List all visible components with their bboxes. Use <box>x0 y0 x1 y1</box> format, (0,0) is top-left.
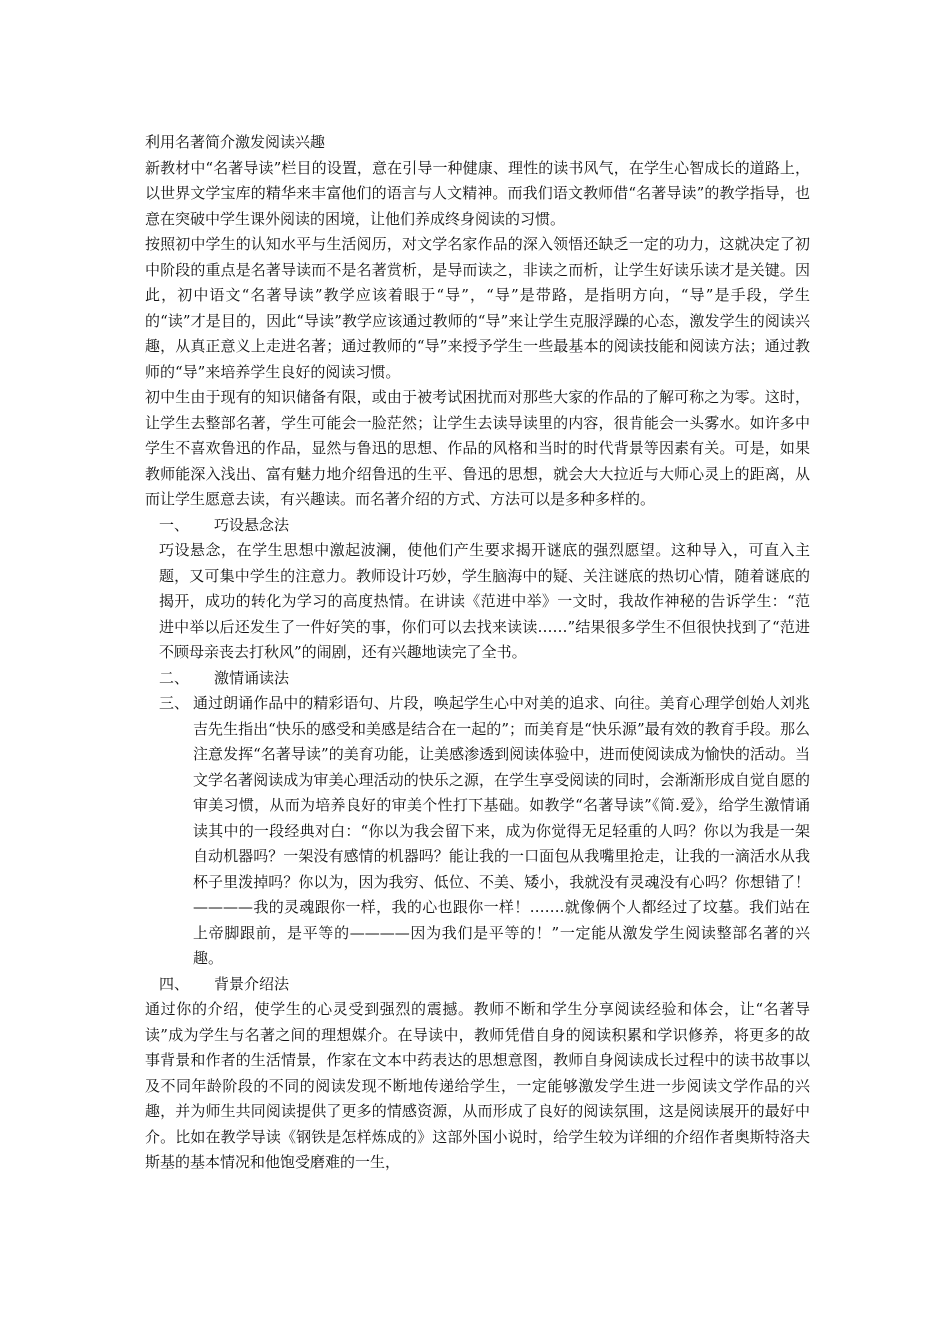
section-body-3: 通过朗诵作品中的精彩语句、片段，唤起学生心中对美的追求、向往。美育心理学创始人刘兆吉先生指出“快乐的感受和美感是结合在一起的”；而美育是“快乐源”最有效的教育手段。那么注意发挥“名著导读”的美育功能，让美感渗透到阅读体验中，进而使阅读成为愉快的活动。当文学名著阅读成为审美心理活动的快乐之源，在学生享受阅读的同时，会渐渐形成自觉自愿的审美习惯，从而为培养良好的审美个性打下基础。如教学“名著导读”《简.爱》，给学生激情诵读其中的一段经典对白：“你以为我会留下来，成为你觉得无足轻重的人吗？你以为我是一架自动机器吗？一架没有感情的机器吗？能让我的一口面包从我嘴里抢走，让我的一滴活水从我杯子里泼掉吗？你以为，因为我穷、低位、不美、矮小，我就没有灵魂没有心吗？你想错了！————我的灵魂跟你一样，我的心也跟你一样！…….就像俩个人都经过了坟墓。我们站在上帝脚跟前，是平等的————因为我们是平等的！”一定能从激发学生阅读整部名著的兴趣。 <box>193 694 810 967</box>
paragraph-intro: 新教材中“名著导读”栏目的设置，意在引导一种健康、理性的读书风气，在学生心智成长的道路上，以世界文学宝库的精华来丰富他们的语言与人文精神。而我们语文教师借“名著导读”的教学指导，也意在突破中学生课外阅读的困境，让他们养成终身阅读的习惯。 <box>145 158 810 228</box>
document-page <box>145 130 810 1176</box>
paragraph-background: 初中生由于现有的知识储备有限，或由于被考试困扰而对那些大家的作品的了解可称之为零。这时，让学生去整部名著，学生可能会一脸茫然；让学生去读导读里的内容，很肯能会一头雾水。如许多中学生不喜欢鲁迅的作品，显然与鲁迅的思想、作品的风格和当时的时代背景等因素有关。可是，如果教师能深入浅出、富有魅力地介绍鲁迅的生平、鲁迅的思想，就会大大拉近与大师心灵上的距离，从而让学生愿意去读，有兴趣读。而名著介绍的方式、方法可以是多种多样的。 <box>145 388 810 508</box>
section-body-4: 通过你的介绍，使学生的心灵受到强烈的震撼。教师不断和学生分享阅读经验和体会，让“名著导读”成为学生与名著之间的理想媒介。在导读中，教师凭借自身的阅读积累和学识修养，将更多的故事背景和作者的生活情景，作家在文本中药表达的思想意图，教师自身阅读成长过程中的读书故事以及不同年龄阶段的不同的阅读发现不断地传递给学生，一定能够激发学生进一步阅读文学作品的兴趣，并为师生共同阅读提供了更多的情感资源，从而形成了良好的阅读氛围，这是阅读展开的最好中介。比如在教学导读《钢铁是怎样炼成的》这部外国小说时，给学生较为详细的介绍作者奥斯特洛夫斯基的基本情况和他饱受磨难的一生， <box>145 1000 810 1171</box>
section-title-1: 巧设悬念法 <box>214 515 290 534</box>
section-item-3 <box>145 691 810 972</box>
section-title-4: 背景介绍法 <box>214 974 290 993</box>
document-title: 利用名著简介激发阅读兴趣 <box>145 133 326 151</box>
section-number-3: 三、 <box>159 694 190 712</box>
section-number-1: 一、 <box>159 515 190 534</box>
section-number-4: 四、 <box>159 974 190 993</box>
section-body-1: 巧设悬念，在学生思想中激起波澜，使他们产生要求揭开谜底的强烈愿望。这种导入，可直入主题，又可集中学生的注意力。教师设计巧妙，学生脑海中的疑、关注谜底的热切心情，随着谜底的揭开，成功的转化为学习的高度热情。在讲读《范进中举》一文时，我故作神秘的告诉学生：“范进中举以后还发生了一件好笑的事，你们可以去找来读读……”结果很多学生不但很快找到了“范进不顾母亲丧去打秋风”的闹剧，还有兴趣地读完了全书。 <box>159 541 810 661</box>
section-heading-2 <box>145 666 810 692</box>
section-number-2: 二、 <box>159 668 190 687</box>
paragraph-guidance: 按照初中学生的认知水平与生活阅历，对文学名家作品的深入领悟还缺乏一定的功力，这就决定了初中阶段的重点是名著导读而不是名著赏析，是导而读之，非读之而析，让学生好读乐读才是关键。因此，初中语文“名著导读”教学应该着眼于“导”，“导”是带路，是指明方向，“导”是手段，学生的“读”才是目的，因此“导读”教学应该通过教师的“导”来让学生克服浮躁的心态，激发学生的阅读兴趣，从真正意义上走进名著；通过教师的“导”来授予学生一些最基本的阅读技能和阅读方法；通过教师的“导”来培养学生良好的阅读习惯。 <box>145 235 810 381</box>
section-title-2: 激情诵读法 <box>214 668 290 687</box>
section-heading-4 <box>145 972 810 998</box>
section-heading-1 <box>145 513 810 539</box>
